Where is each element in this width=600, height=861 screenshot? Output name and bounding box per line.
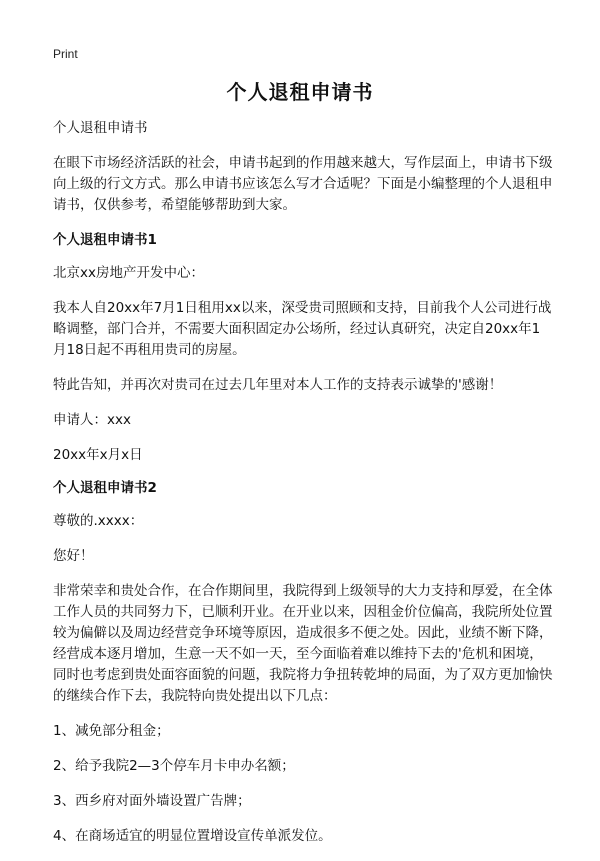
- letter2-body: 非常荣幸和贵处合作，在合作期间里，我院得到上级领导的大力支持和厚爱，在全体工作人员的共同努力下，已顺利开业。在开业以来，因租金价位偏高，我院所处位置较为偏僻以及周边经营竞争环境等原因，造成很多不便之处。因此，业绩不断下降，经营成本逐月增加，生意一天不如一天，至今面临着难以维持下去的'危机和困境，同时也考虑到贵处面容面貌的问题，我院将力争扭转乾坤的局面，为了双方更加愉快的继续合作下去，我院特向贵处提出以下几点：: [53, 583, 553, 704]
- letter1-applicant: 申请人：xxx: [53, 412, 131, 428]
- list-item: 3、西乡府对面外墙设置广告牌；: [53, 793, 251, 809]
- letter2-heading: 个人退租申请书2: [53, 480, 157, 496]
- letter1-date: 20xx年x月x日: [53, 447, 143, 463]
- intro-paragraph: 在眼下市场经济活跃的社会，申请书起到的作用越来越大，写作层面上，申请书下级向上级的行文方式。那么申请书应该怎么写才合适呢？下面是小编整理的个人退租申请书，仅供参考，希望能够帮助到大家。: [53, 155, 553, 213]
- list-item: 4、在商场适宜的明显位置增设宣传单派发位。: [53, 828, 332, 844]
- letter2-salutation: 尊敬的.xxxx：: [53, 513, 144, 529]
- document-subtitle: 个人退租申请书: [53, 120, 148, 136]
- page-title: 个人退租申请书: [226, 80, 374, 104]
- letter1-closing: 特此告知，并再次对贵司在过去几年里对本人工作的支持表示诚挚的'感谢！: [53, 377, 503, 393]
- letter2-greeting: 您好！: [53, 548, 94, 564]
- print-link[interactable]: Print: [53, 47, 78, 61]
- document-content: [53, 118, 553, 861]
- list-item: 2、给予我院2—3个停车月卡申办名额；: [53, 758, 295, 774]
- letter1-heading: 个人退租申请书1: [53, 232, 157, 248]
- letter1-salutation: 北京xx房地产开发中心：: [53, 265, 204, 281]
- letter1-body: 我本人自20xx年7月1日租用xx以来，深受贵司照顾和支持，目前我个人公司进行战略调整，部门合并，不需要大面积固定办公场所，经过认真研究，决定自20xx年1月18日起不再租用贵司的房屋。: [53, 300, 552, 358]
- list-item: 1、减免部分租金；: [53, 723, 170, 739]
